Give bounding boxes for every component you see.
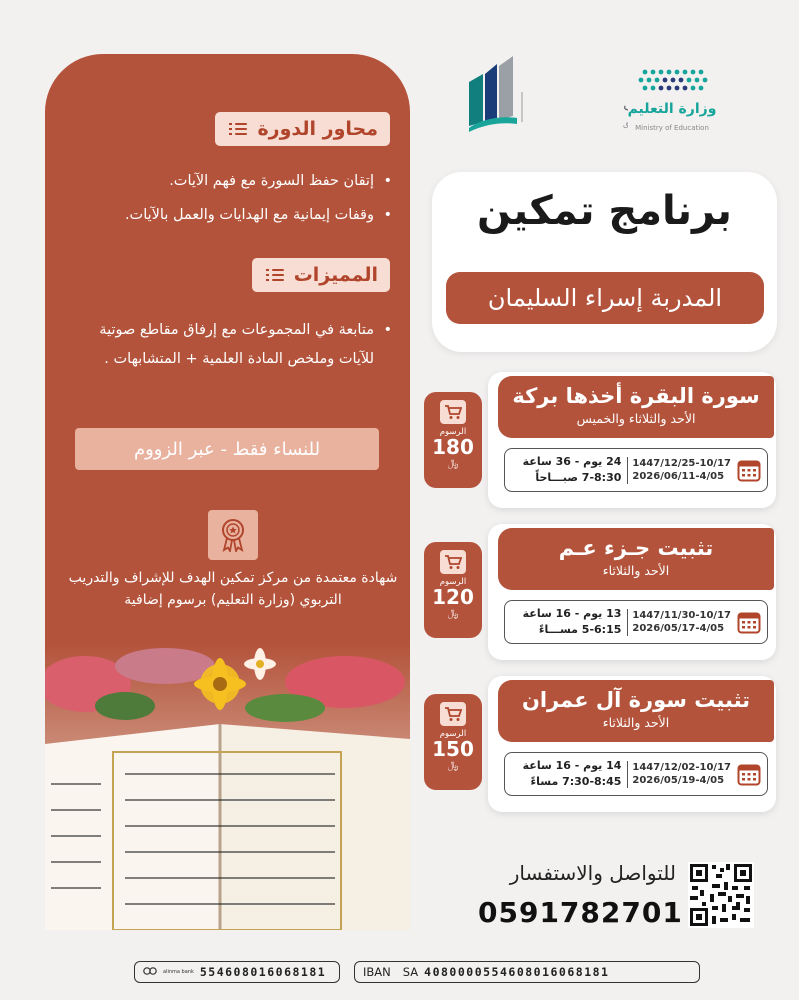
hijri-date: 1447/12/02-10/17 — [632, 761, 731, 773]
features-title: المميزات — [293, 264, 378, 286]
gregorian-date: 2026/06/11-4/05 — [632, 471, 725, 482]
price-tag — [424, 542, 482, 638]
course-name: سورة البقرة أخذها بركة — [512, 384, 760, 408]
course-name: تثبيت سورة آل عمران — [521, 688, 751, 712]
certificate-text: شهادة معتمدة من مركز تمكين الهدف للإشراف والتدريب التربوي (وزارة التعليم) برسوم إضافية — [68, 570, 398, 608]
tamkeen-tagline: ق — [623, 119, 628, 128]
features-heading — [252, 258, 390, 292]
list-icon — [266, 268, 284, 282]
bank-account-box — [134, 961, 340, 983]
contact-label: للتواصل والاستفسار — [509, 861, 676, 885]
course-card — [488, 372, 776, 508]
iban-country: SA — [402, 965, 419, 979]
list-icon — [229, 122, 247, 136]
fee-value: 180 — [432, 435, 474, 459]
duration-text: 14 يوم - 16 ساعة — [522, 759, 622, 773]
trainer-name: المدربة إسراء السليمان — [446, 272, 764, 324]
course-info-panel — [45, 54, 410, 930]
list-item: • متابعة في المجموعات مع إرفاق مقاطع صوتية للآيات وملخص المادة العلمية + المتشابهات . — [62, 316, 392, 374]
course-header — [498, 680, 774, 742]
ministry-of-education-logo — [615, 66, 730, 138]
time-text: 7:30-8:45 مساءً — [530, 775, 622, 788]
course-dates — [627, 761, 731, 788]
currency-symbol: ﷼ — [447, 458, 459, 469]
hijri-date: 1447/11/30-10/17 — [632, 609, 731, 621]
time-text: 7-8:30 صبـــاحاً — [535, 471, 622, 484]
fee-label: الرسوم — [439, 729, 467, 739]
gregorian-date: 2026/05/17-4/05 — [632, 623, 725, 634]
currency-symbol: ﷼ — [447, 760, 459, 771]
account-number[interactable]: 554608016068181 — [199, 965, 327, 979]
ministry-name-en: Ministry of Education — [635, 124, 709, 132]
currency-symbol: ﷼ — [447, 608, 459, 619]
calendar-icon — [737, 458, 761, 482]
quran-flowers-image — [45, 644, 410, 930]
qr-code[interactable] — [688, 862, 754, 928]
course-schedule-box — [504, 752, 768, 796]
women-only-notice: للنساء فقط - عبر الزووم — [75, 428, 379, 470]
course-card — [488, 676, 776, 812]
tamkeen-name — [623, 96, 628, 114]
course-days: الأحد والثلاثاء — [602, 715, 670, 730]
phone-number[interactable]: 0591782701 — [478, 896, 683, 929]
program-title: برنامج تمكين — [477, 188, 732, 234]
calendar-icon — [737, 610, 761, 634]
iban-number[interactable]: 4080000554608016068181 — [424, 965, 610, 979]
course-header — [498, 376, 774, 438]
hijri-date: 1447/12/25-10/17 — [632, 457, 731, 469]
course-days: الأحد والثلاثاء — [602, 563, 670, 578]
course-duration — [523, 606, 622, 638]
course-schedule-box — [504, 448, 768, 492]
course-duration — [523, 454, 622, 486]
price-tag — [424, 392, 482, 488]
course-dates — [627, 609, 731, 636]
calendar-icon — [737, 762, 761, 786]
features-list — [62, 316, 392, 388]
duration-text: 13 يوم - 16 ساعة — [522, 607, 622, 621]
cart-icon — [440, 550, 466, 574]
course-duration — [523, 758, 622, 790]
cart-icon — [440, 702, 466, 726]
course-schedule-box — [504, 600, 768, 644]
fee-label: الرسوم — [439, 577, 467, 587]
course-dates — [627, 457, 731, 484]
cart-icon — [440, 400, 466, 424]
course-name: تثبيت جـزء عـم — [558, 536, 714, 560]
alinma-bank-logo — [143, 965, 157, 979]
ministry-name-ar: وزارة التعليم — [627, 101, 717, 117]
time-text: 5-6:15 مســـاءً — [538, 623, 622, 636]
price-tag — [424, 694, 482, 790]
course-card — [488, 524, 776, 660]
fee-label: الرسوم — [439, 427, 467, 437]
iban-label: IBAN — [363, 965, 391, 979]
iban-box — [354, 961, 700, 983]
list-item: • وقفات إيمانية مع الهدايات والعمل بالآيات. — [62, 206, 392, 226]
duration-text: 24 يوم - 36 ساعة — [522, 455, 622, 469]
course-header — [498, 528, 774, 590]
course-days: الأحد والثلاثاء والخميس — [576, 411, 696, 426]
certificate-icon — [208, 510, 258, 560]
fee-value: 150 — [432, 737, 474, 761]
course-axes-list — [62, 172, 392, 239]
bank-name: alinma bank — [163, 968, 194, 975]
fee-value: 120 — [432, 585, 474, 609]
tamkeen-logo — [463, 56, 628, 136]
course-axes-title: محاور الدورة — [257, 118, 378, 140]
program-title-card — [432, 172, 777, 352]
course-axes-heading — [215, 112, 390, 146]
gregorian-date: 2026/05/19-4/05 — [632, 775, 725, 786]
list-item: • إتقان حفظ السورة مع فهم الآيات. — [62, 172, 392, 192]
